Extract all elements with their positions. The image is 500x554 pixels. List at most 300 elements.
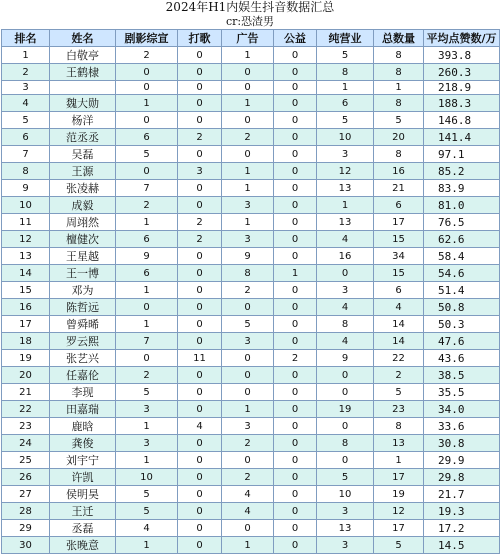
promo-cell: 0: [116, 112, 178, 129]
name-cell: 檀健次: [50, 231, 116, 248]
total-cell: 17: [374, 520, 424, 537]
song-cell: 0: [178, 282, 222, 299]
table-row: [2, 146, 500, 163]
ad-cell: 0: [222, 384, 274, 401]
promo-cell: 5: [116, 146, 178, 163]
rank-cell: 27: [2, 486, 50, 503]
casual-cell: 3: [317, 282, 374, 299]
stats-table: [1, 29, 500, 554]
name-cell: 罗云熙: [50, 333, 116, 350]
song-cell: 0: [178, 503, 222, 520]
song-cell: 0: [178, 146, 222, 163]
table-row: [2, 469, 500, 486]
song-cell: 0: [178, 469, 222, 486]
name-cell: 张凌赫: [50, 180, 116, 197]
promo-cell: 0: [116, 64, 178, 81]
total-cell: 6: [374, 197, 424, 214]
song-cell: 11: [178, 350, 222, 367]
name-cell: 王星越: [50, 248, 116, 265]
casual-cell: 0: [317, 452, 374, 469]
rank-cell: 15: [2, 282, 50, 299]
charity-cell: 1: [274, 265, 317, 282]
ad-cell: 1: [222, 47, 274, 64]
table-row: [2, 214, 500, 231]
casual-cell: 13: [317, 214, 374, 231]
avg-likes-cell: 17.2: [424, 520, 500, 537]
table-row: [2, 265, 500, 282]
promo-cell: 1: [116, 418, 178, 435]
rank-cell: 1: [2, 47, 50, 64]
table-row: [2, 333, 500, 350]
rank-cell: 2: [2, 64, 50, 81]
song-cell: 2: [178, 129, 222, 146]
table-row: [2, 503, 500, 520]
casual-cell: 4: [317, 333, 374, 350]
table-row: [2, 248, 500, 265]
rank-cell: 30: [2, 537, 50, 554]
charity-cell: 0: [274, 64, 317, 81]
avg-likes-cell: 97.1: [424, 146, 500, 163]
ad-cell: 1: [222, 95, 274, 112]
charity-cell: 0: [274, 418, 317, 435]
avg-likes-cell: 50.3: [424, 316, 500, 333]
table-row: [2, 129, 500, 146]
avg-likes-cell: 85.2: [424, 163, 500, 180]
promo-cell: 4: [116, 520, 178, 537]
total-cell: 13: [374, 435, 424, 452]
table-row: [2, 47, 500, 64]
casual-cell: 5: [317, 112, 374, 129]
rank-cell: 3: [2, 81, 50, 95]
ad-cell: 0: [222, 146, 274, 163]
name-cell: 王一博: [50, 265, 116, 282]
song-cell: 0: [178, 47, 222, 64]
rank-cell: 7: [2, 146, 50, 163]
total-cell: 17: [374, 214, 424, 231]
rank-cell: 29: [2, 520, 50, 537]
casual-cell: 1: [317, 81, 374, 95]
charity-cell: 0: [274, 129, 317, 146]
ad-cell: 4: [222, 486, 274, 503]
avg-likes-cell: 34.0: [424, 401, 500, 418]
charity-cell: 0: [274, 435, 317, 452]
table-row: [2, 64, 500, 81]
charity-cell: 0: [274, 81, 317, 95]
avg-likes-cell: 14.5: [424, 537, 500, 554]
ad-cell: 0: [222, 452, 274, 469]
song-cell: 0: [178, 333, 222, 350]
promo-cell: 1: [116, 214, 178, 231]
table-row: [2, 435, 500, 452]
song-cell: 0: [178, 367, 222, 384]
charity-cell: 0: [274, 316, 317, 333]
table-row: [2, 180, 500, 197]
name-cell: 王源: [50, 163, 116, 180]
charity-cell: 0: [274, 231, 317, 248]
charity-cell: 0: [274, 333, 317, 350]
casual-cell: 4: [317, 299, 374, 316]
charity-cell: 0: [274, 469, 317, 486]
total-cell: 17: [374, 469, 424, 486]
promo-cell: 3: [116, 435, 178, 452]
charity-cell: 0: [274, 520, 317, 537]
song-cell: 3: [178, 163, 222, 180]
table-row: [2, 282, 500, 299]
name-cell: 王鹤棣: [50, 64, 116, 81]
avg-likes-cell: 260.3: [424, 64, 500, 81]
avg-likes-cell: 146.8: [424, 112, 500, 129]
table-row: [2, 81, 500, 95]
song-cell: 0: [178, 537, 222, 554]
rank-cell: 28: [2, 503, 50, 520]
charity-cell: 0: [274, 367, 317, 384]
casual-cell: 19: [317, 401, 374, 418]
total-cell: 8: [374, 146, 424, 163]
total-cell: 23: [374, 401, 424, 418]
rank-cell: 14: [2, 265, 50, 282]
promo-cell: 5: [116, 503, 178, 520]
casual-cell: 3: [317, 146, 374, 163]
avg-likes-cell: 21.7: [424, 486, 500, 503]
total-cell: 20: [374, 129, 424, 146]
promo-cell: 1: [116, 316, 178, 333]
casual-cell: 3: [317, 537, 374, 554]
song-cell: 2: [178, 214, 222, 231]
avg-likes-cell: 76.5: [424, 214, 500, 231]
table-row: [2, 520, 500, 537]
total-cell: 14: [374, 316, 424, 333]
name-cell: 陈哲远: [50, 299, 116, 316]
total-cell: 19: [374, 486, 424, 503]
table-row: [2, 486, 500, 503]
promo-cell: 5: [116, 486, 178, 503]
promo-cell: 2: [116, 197, 178, 214]
avg-likes-cell: 29.9: [424, 452, 500, 469]
charity-cell: 0: [274, 503, 317, 520]
casual-cell: 8: [317, 316, 374, 333]
total-cell: 5: [374, 537, 424, 554]
table-row: [2, 316, 500, 333]
rank-cell: 22: [2, 401, 50, 418]
casual-cell: 0: [317, 367, 374, 384]
avg-likes-cell: 54.6: [424, 265, 500, 282]
ad-cell: 1: [222, 180, 274, 197]
total-cell: 5: [374, 112, 424, 129]
table-body: [2, 47, 500, 554]
charity-cell: 0: [274, 401, 317, 418]
name-cell: 侯明昊: [50, 486, 116, 503]
total-cell: 8: [374, 418, 424, 435]
charity-cell: 0: [274, 248, 317, 265]
song-cell: 0: [178, 486, 222, 503]
rank-cell: 6: [2, 129, 50, 146]
ad-cell: 3: [222, 197, 274, 214]
ad-cell: 2: [222, 129, 274, 146]
avg-likes-cell: 43.6: [424, 350, 500, 367]
casual-cell: 5: [317, 469, 374, 486]
name-cell: 任嘉伦: [50, 367, 116, 384]
table-row: [2, 112, 500, 129]
ad-cell: 0: [222, 64, 274, 81]
promo-cell: 6: [116, 265, 178, 282]
ad-cell: 0: [222, 367, 274, 384]
name-cell: 刘宇宁: [50, 452, 116, 469]
casual-cell: 0: [317, 384, 374, 401]
promo-cell: 9: [116, 248, 178, 265]
ad-cell: 4: [222, 503, 274, 520]
name-cell: 张晚意: [50, 537, 116, 554]
promo-cell: 1: [116, 282, 178, 299]
song-cell: 0: [178, 384, 222, 401]
casual-cell: 0: [317, 418, 374, 435]
sheet-title: 2024年H1内娱生抖音数据汇总: [165, 0, 335, 14]
header-total: 总数量: [374, 30, 424, 47]
promo-cell: 0: [116, 81, 178, 95]
song-cell: 0: [178, 180, 222, 197]
name-cell: 魏大勋: [50, 95, 116, 112]
avg-likes-cell: 188.3: [424, 95, 500, 112]
rank-cell: 13: [2, 248, 50, 265]
charity-cell: 0: [274, 146, 317, 163]
ad-cell: 1: [222, 163, 274, 180]
header-casual: 纯营业: [317, 30, 374, 47]
table-row: [2, 537, 500, 554]
ad-cell: 1: [222, 214, 274, 231]
table-row: [2, 452, 500, 469]
casual-cell: 13: [317, 180, 374, 197]
header-name: 姓名: [50, 30, 116, 47]
table-row: [2, 299, 500, 316]
casual-cell: 8: [317, 435, 374, 452]
charity-cell: 0: [274, 47, 317, 64]
casual-cell: 16: [317, 248, 374, 265]
song-cell: 0: [178, 81, 222, 95]
promo-cell: 6: [116, 231, 178, 248]
casual-cell: 10: [317, 129, 374, 146]
promo-cell: 0: [116, 163, 178, 180]
rank-cell: 18: [2, 333, 50, 350]
ad-cell: 2: [222, 282, 274, 299]
total-cell: 8: [374, 47, 424, 64]
total-cell: 34: [374, 248, 424, 265]
casual-cell: 1: [317, 197, 374, 214]
avg-likes-cell: 47.6: [424, 333, 500, 350]
promo-cell: 5: [116, 384, 178, 401]
total-cell: 2: [374, 367, 424, 384]
name-cell: 曾舜晞: [50, 316, 116, 333]
promo-cell: 3: [116, 401, 178, 418]
name-cell: 龚俊: [50, 435, 116, 452]
promo-cell: 7: [116, 333, 178, 350]
charity-cell: 2: [274, 350, 317, 367]
charity-cell: 0: [274, 486, 317, 503]
rank-cell: 12: [2, 231, 50, 248]
rank-cell: 11: [2, 214, 50, 231]
casual-cell: 9: [317, 350, 374, 367]
promo-cell: 7: [116, 180, 178, 197]
ad-cell: 0: [222, 520, 274, 537]
avg-likes-cell: 51.4: [424, 282, 500, 299]
name-cell: 田嘉瑞: [50, 401, 116, 418]
total-cell: 21: [374, 180, 424, 197]
charity-cell: 0: [274, 163, 317, 180]
avg-likes-cell: 81.0: [424, 197, 500, 214]
ad-cell: 5: [222, 316, 274, 333]
avg-likes-cell: 30.8: [424, 435, 500, 452]
promo-cell: 2: [116, 367, 178, 384]
total-cell: 15: [374, 265, 424, 282]
avg-likes-cell: 62.6: [424, 231, 500, 248]
casual-cell: 5: [317, 47, 374, 64]
ad-cell: 0: [222, 81, 274, 95]
table-row: [2, 231, 500, 248]
table-row: [2, 197, 500, 214]
avg-likes-cell: 19.3: [424, 503, 500, 520]
rank-cell: 5: [2, 112, 50, 129]
header-ad: 广告: [222, 30, 274, 47]
casual-cell: 0: [317, 265, 374, 282]
total-cell: 8: [374, 95, 424, 112]
name-cell: 丞磊: [50, 520, 116, 537]
avg-likes-cell: 218.9: [424, 81, 500, 95]
header-row: [2, 30, 500, 47]
ad-cell: 3: [222, 231, 274, 248]
name-cell: 邓为: [50, 282, 116, 299]
song-cell: 0: [178, 520, 222, 537]
name-cell: 成毅: [50, 197, 116, 214]
total-cell: 1: [374, 452, 424, 469]
promo-cell: 0: [116, 299, 178, 316]
name-cell: 李现: [50, 384, 116, 401]
song-cell: 0: [178, 452, 222, 469]
table-row: [2, 401, 500, 418]
song-cell: 0: [178, 112, 222, 129]
casual-cell: 4: [317, 231, 374, 248]
total-cell: 22: [374, 350, 424, 367]
song-cell: 0: [178, 197, 222, 214]
ad-cell: 0: [222, 299, 274, 316]
charity-cell: 0: [274, 299, 317, 316]
promo-cell: 6: [116, 129, 178, 146]
song-cell: 0: [178, 248, 222, 265]
name-cell: 鹿晗: [50, 418, 116, 435]
rank-cell: 23: [2, 418, 50, 435]
name-cell: 张艺兴: [50, 350, 116, 367]
ad-cell: 0: [222, 112, 274, 129]
ad-cell: 2: [222, 435, 274, 452]
table-row: [2, 367, 500, 384]
total-cell: 15: [374, 231, 424, 248]
header-promo: 剧影综宣: [116, 30, 178, 47]
rank-cell: 4: [2, 95, 50, 112]
ad-cell: 3: [222, 418, 274, 435]
charity-cell: 0: [274, 95, 317, 112]
avg-likes-cell: 33.6: [424, 418, 500, 435]
header-avg-likes: 平均点赞数/万: [424, 30, 500, 47]
avg-likes-cell: 58.4: [424, 248, 500, 265]
header-rank: 排名: [2, 30, 50, 47]
name-cell: 范丞丞: [50, 129, 116, 146]
table-row: [2, 384, 500, 401]
charity-cell: 0: [274, 197, 317, 214]
ad-cell: 9: [222, 248, 274, 265]
rank-cell: 8: [2, 163, 50, 180]
table-row: [2, 95, 500, 112]
total-cell: 12: [374, 503, 424, 520]
name-cell: [50, 81, 116, 95]
casual-cell: 12: [317, 163, 374, 180]
song-cell: 0: [178, 401, 222, 418]
charity-cell: 0: [274, 112, 317, 129]
name-cell: 王迁: [50, 503, 116, 520]
rank-cell: 21: [2, 384, 50, 401]
casual-cell: 6: [317, 95, 374, 112]
rank-cell: 19: [2, 350, 50, 367]
rank-cell: 9: [2, 180, 50, 197]
table-row: [2, 163, 500, 180]
avg-likes-cell: 38.5: [424, 367, 500, 384]
rank-cell: 20: [2, 367, 50, 384]
total-cell: 5: [374, 384, 424, 401]
casual-cell: 3: [317, 503, 374, 520]
rank-cell: 24: [2, 435, 50, 452]
promo-cell: 1: [116, 537, 178, 554]
name-cell: 杨洋: [50, 112, 116, 129]
rank-cell: 25: [2, 452, 50, 469]
name-cell: 白敬亭: [50, 47, 116, 64]
charity-cell: 0: [274, 537, 317, 554]
ad-cell: 0: [222, 350, 274, 367]
table-row: [2, 350, 500, 367]
promo-cell: 1: [116, 95, 178, 112]
ad-cell: 3: [222, 333, 274, 350]
rank-cell: 17: [2, 316, 50, 333]
total-cell: 4: [374, 299, 424, 316]
total-cell: 8: [374, 64, 424, 81]
song-cell: 0: [178, 435, 222, 452]
rank-cell: 26: [2, 469, 50, 486]
casual-cell: 10: [317, 486, 374, 503]
table-row: [2, 418, 500, 435]
casual-cell: 13: [317, 520, 374, 537]
rank-cell: 10: [2, 197, 50, 214]
song-cell: 0: [178, 64, 222, 81]
ad-cell: 1: [222, 537, 274, 554]
header-charity: 公益: [274, 30, 317, 47]
header-song: 打歌: [178, 30, 222, 47]
avg-likes-cell: 35.5: [424, 384, 500, 401]
promo-cell: 10: [116, 469, 178, 486]
song-cell: 2: [178, 231, 222, 248]
total-cell: 6: [374, 282, 424, 299]
song-cell: 4: [178, 418, 222, 435]
total-cell: 1: [374, 81, 424, 95]
charity-cell: 0: [274, 452, 317, 469]
promo-cell: 2: [116, 47, 178, 64]
charity-cell: 0: [274, 180, 317, 197]
name-cell: 吴磊: [50, 146, 116, 163]
song-cell: 0: [178, 95, 222, 112]
avg-likes-cell: 50.8: [424, 299, 500, 316]
ad-cell: 2: [222, 469, 274, 486]
name-cell: 许凯: [50, 469, 116, 486]
song-cell: 0: [178, 265, 222, 282]
name-cell: 周翊然: [50, 214, 116, 231]
avg-likes-cell: 393.8: [424, 47, 500, 64]
song-cell: 0: [178, 299, 222, 316]
ad-cell: 1: [222, 401, 274, 418]
song-cell: 0: [178, 316, 222, 333]
